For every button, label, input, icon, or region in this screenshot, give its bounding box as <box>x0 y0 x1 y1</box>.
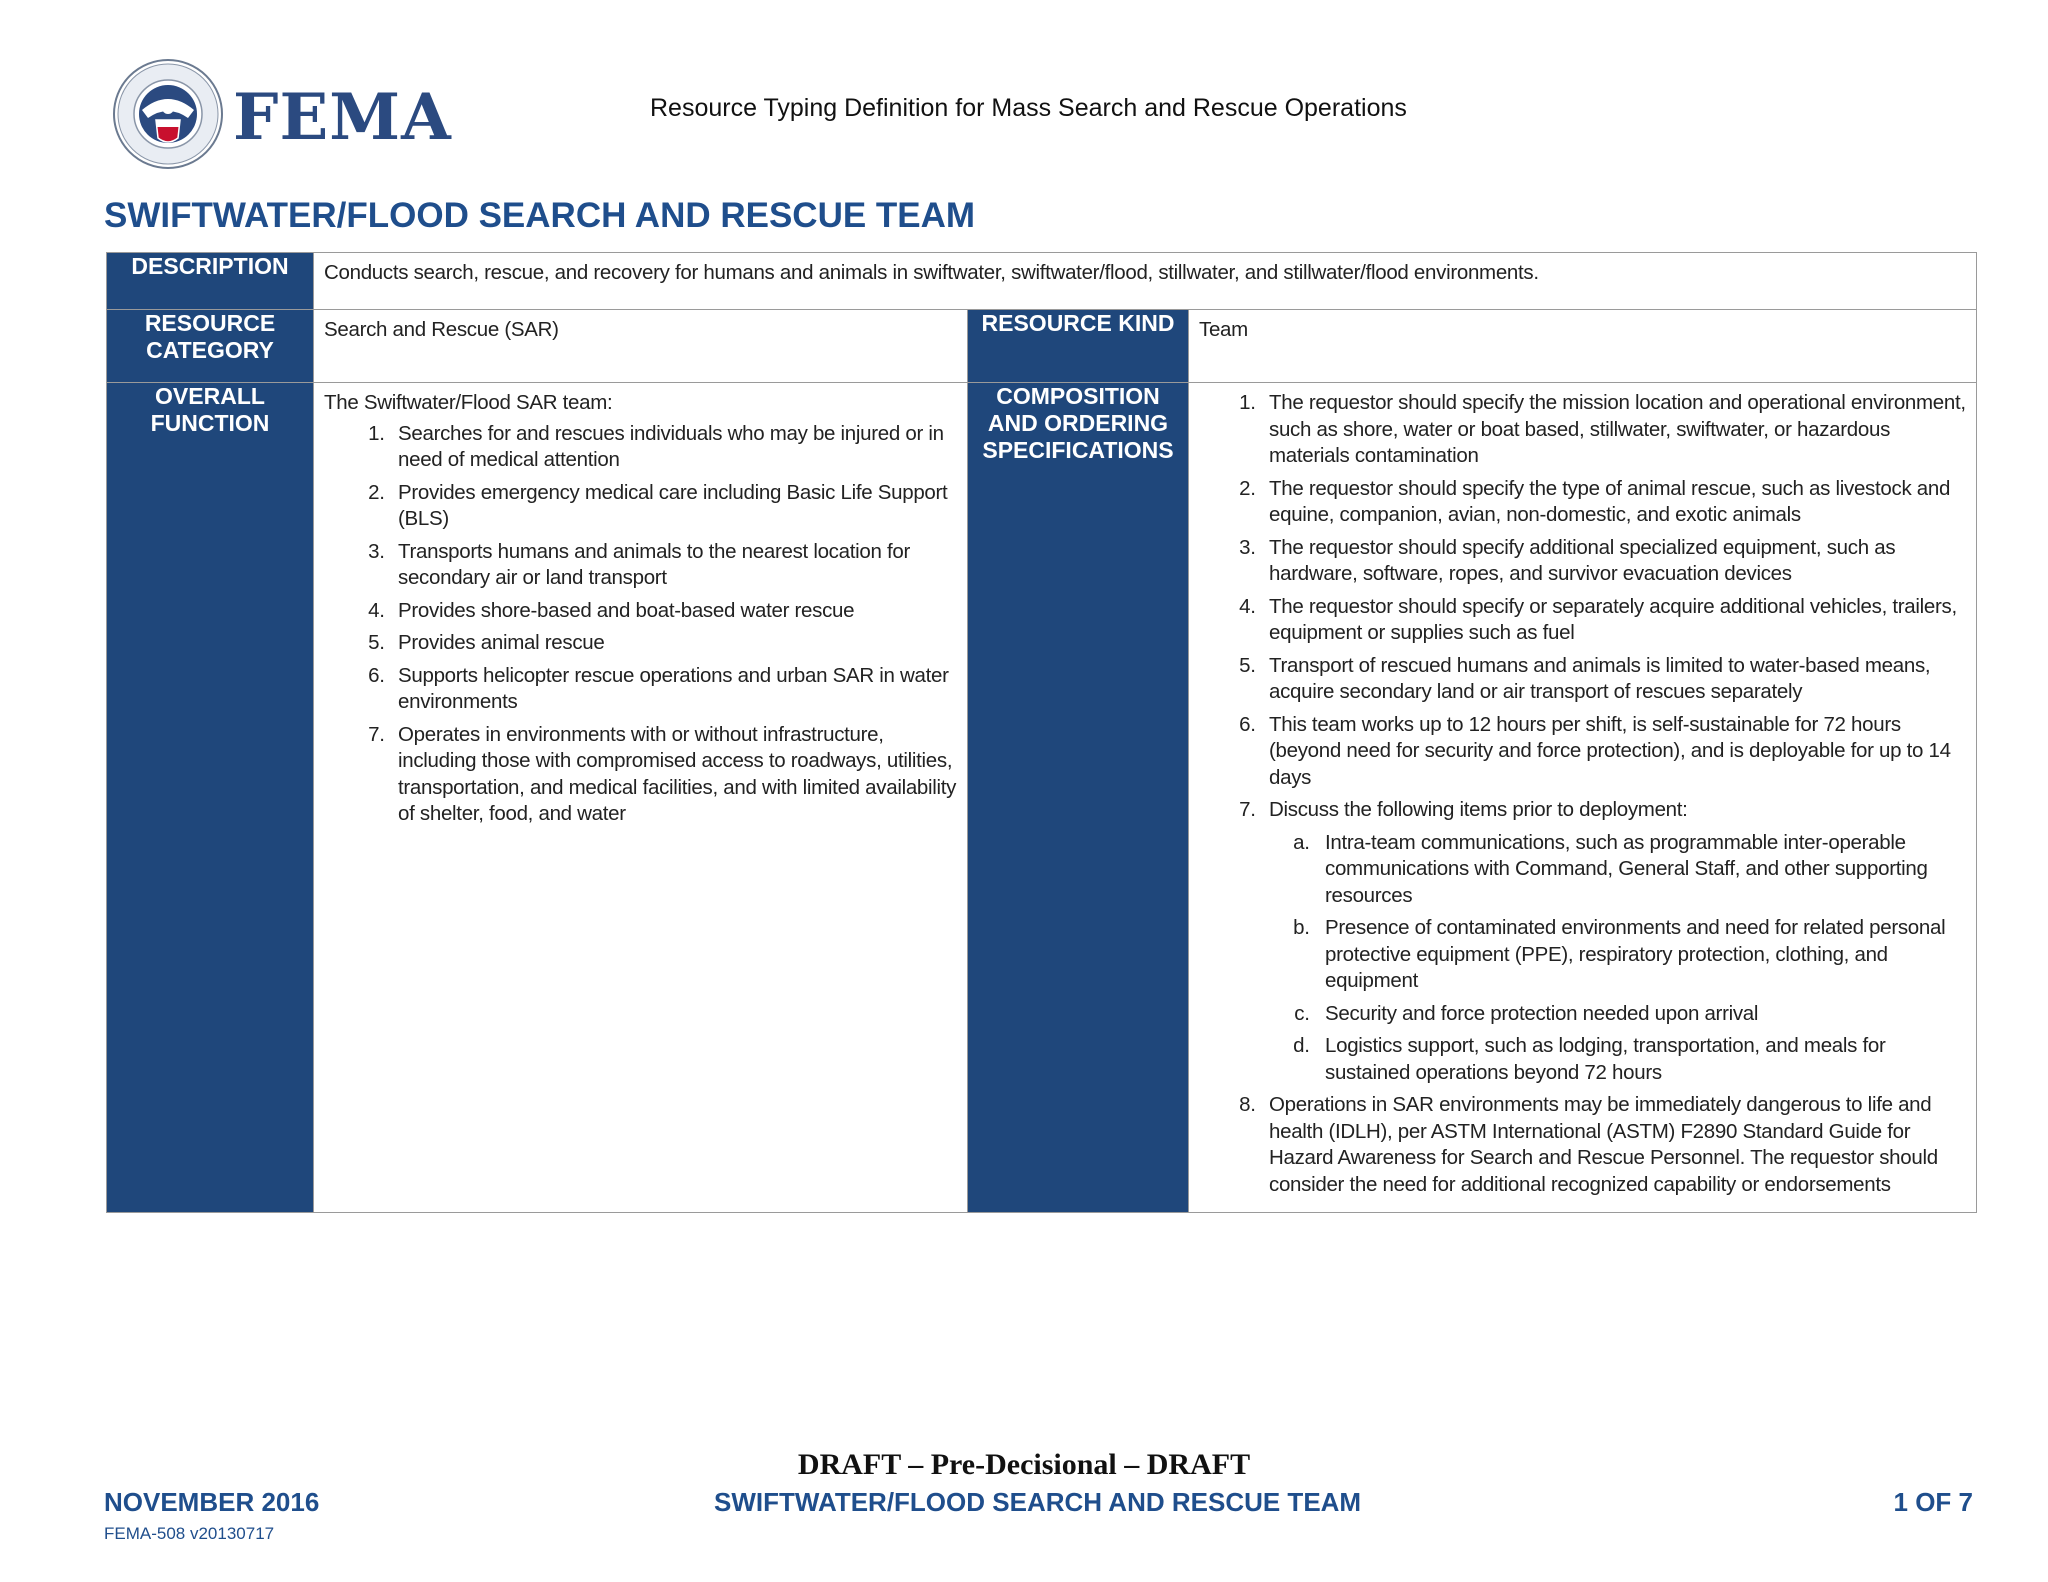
draft-watermark: DRAFT – Pre-Decisional – DRAFT <box>797 1448 1251 1481</box>
list-item: 7. Discuss the following items prior to deployment: a. Intra-team communications, such as programmable inter-operable communications with Command, General Staff, and other supporting resources b. Presence of contaminated environments and need for related personal protective equipment (PPE), respiratory protection, clothing, and equipment c. Security and force protection needed upon arrival d. Logistics support, such as lodging, transportation, and meals for sustained operations beyond 72 hours <box>1261 797 1966 1086</box>
function-intro: The Swiftwater/Flood SAR team: <box>324 391 613 414</box>
resource-kind-value: Team <box>1189 310 1977 383</box>
list-item: b. Presence of contaminated environments and need for related personal protective equipment (PPE), respiratory protection, clothing, and equipment <box>1315 915 1966 995</box>
resource-table <box>106 252 1977 1213</box>
composition-text <box>1189 383 1977 1213</box>
list-item: 6. This team works up to 12 hours per shift, is self-sustainable for 72 hours (beyond need for security and force protection), and is deployable for up to 14 days <box>1261 712 1966 792</box>
resource-kind-label: RESOURCE KIND <box>968 310 1189 383</box>
description-label: DESCRIPTION <box>107 253 314 310</box>
overall-function-text <box>314 383 968 1213</box>
list-item: 5. Provides animal rescue <box>390 630 957 657</box>
description-text: Conducts search, rescue, and recovery for humans and animals in swiftwater, swiftwater/flood, stillwater, and stillwater/flood environments. <box>314 253 1977 310</box>
list-item: c. Security and force protection needed upon arrival <box>1315 1001 1966 1028</box>
description-row <box>107 253 1977 310</box>
resource-category-label: RESOURCE CATEGORY <box>107 310 314 383</box>
footer-date: NOVEMBER 2016 <box>104 1487 320 1517</box>
dhs-seal-icon <box>112 58 224 170</box>
page-number: 1 OF 7 <box>1893 1487 1973 1517</box>
footer-title: SWIFTWATER/FLOOD SEARCH AND RESCUE TEAM <box>714 1487 1362 1517</box>
overall-function-label: OVERALL FUNCTION <box>107 383 314 1213</box>
page-title: SWIFTWATER/FLOOD SEARCH AND RESCUE TEAM <box>104 196 976 235</box>
list-item: a. Intra-team communications, such as programmable inter-operable communications with Command, General Staff, and other supporting resources <box>1315 830 1966 910</box>
list-item: 1. Searches for and rescues individuals who may be injured or in need of medical attention <box>390 421 957 474</box>
list-item: 5. Transport of rescued humans and animals is limited to water-based means, acquire secondary land or air transport of rescues separately <box>1261 653 1966 706</box>
list-item: 3. Transports humans and animals to the nearest location for secondary air or land transport <box>390 539 957 592</box>
list-item: 4. Provides shore-based and boat-based water rescue <box>390 598 957 625</box>
resource-category-value: Search and Rescue (SAR) <box>314 310 968 383</box>
list-item: 3. The requestor should specify additional specialized equipment, such as hardware, software, ropes, and survivor evacuation devices <box>1261 535 1966 588</box>
composition-list <box>1199 390 1966 1198</box>
page-header <box>0 0 2048 190</box>
category-row <box>107 310 1977 383</box>
list-item: d. Logistics support, such as lodging, transportation, and meals for sustained operations beyond 72 hours <box>1315 1033 1966 1086</box>
fema-logo: FEMA <box>233 80 452 155</box>
composition-label: COMPOSITION AND ORDERING SPECIFICATIONS <box>968 383 1189 1213</box>
list-item: 8. Operations in SAR environments may be immediately dangerous to life and health (IDLH), per ASTM International (ASTM) F2890 Standard Guide for Hazard Awareness for Search and Rescue Personnel. The requestor should consider the need for additional recognized capability or endorsements <box>1261 1092 1966 1198</box>
composition-sublist <box>1269 830 1966 1087</box>
list-item: 7. Operates in environments with or without infrastructure, including those with compromised access to roadways, utilities, transportation, and medical facilities, and with limited availability of shelter, food, and water <box>390 722 957 828</box>
function-row <box>107 383 1977 1213</box>
list-item: 2. The requestor should specify the type of animal rescue, such as livestock and equine, companion, avian, non-domestic, and exotic animals <box>1261 476 1966 529</box>
list-item: 1. The requestor should specify the mission location and operational environment, such as shore, water or boat based, stillwater, swiftwater, or hazardous materials contamination <box>1261 390 1966 470</box>
list-item: 4. The requestor should specify or separately acquire additional vehicles, trailers, equipment or supplies such as fuel <box>1261 594 1966 647</box>
document-title: Resource Typing Definition for Mass Search and Rescue Operations <box>650 94 1407 122</box>
form-number: FEMA-508 v20130717 <box>104 1524 275 1543</box>
function-list <box>324 421 957 828</box>
list-item: 2. Provides emergency medical care including Basic Life Support (BLS) <box>390 480 957 533</box>
list-item: 6. Supports helicopter rescue operations and urban SAR in water environments <box>390 663 957 716</box>
